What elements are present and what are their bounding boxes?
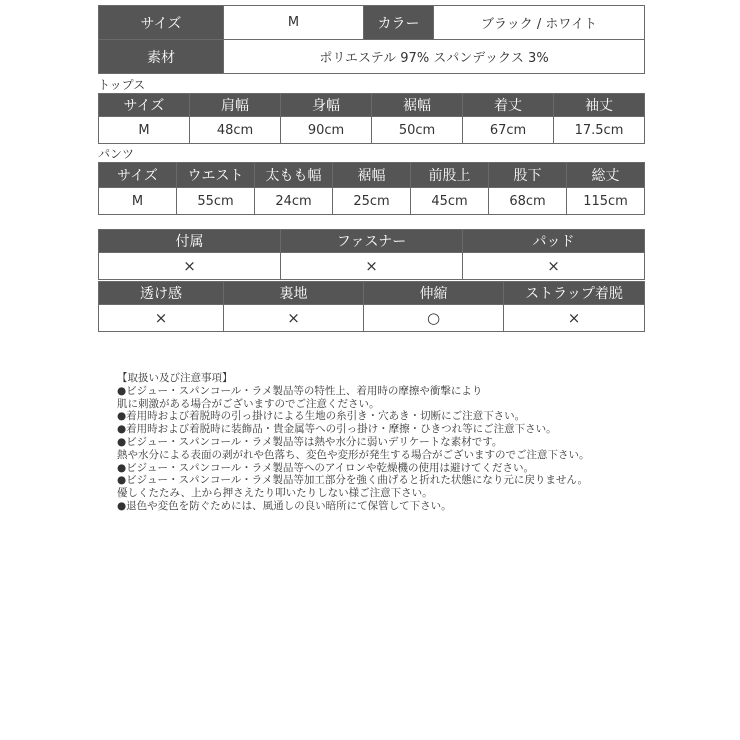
tops-value: 48cm (190, 117, 281, 144)
color-value: ブラック / ホワイト (434, 6, 645, 40)
feature-mark: × (99, 305, 224, 332)
feature-mark: ○ (364, 305, 504, 332)
feature-header: 伸縮 (364, 282, 504, 305)
feature-header: ストラップ着脱 (504, 282, 645, 305)
pants-header: 総丈 (567, 163, 645, 188)
tops-header: 着丈 (463, 94, 554, 117)
note-line: ●退色や変色を防ぐためには、風通しの良い暗所にて保管して下さい。 (117, 499, 452, 512)
pants-header: 前股上 (411, 163, 489, 188)
tops-value: 50cm (372, 117, 463, 144)
notes-heading: 【取扱い及び注意事項】 (117, 372, 233, 384)
pants-size-table (98, 162, 645, 215)
tops-header: 裾幅 (372, 94, 463, 117)
note-line: ●ビジュー・スパンコール・ラメ製品等の特性上、着用時の摩擦や衝撃により (117, 384, 483, 397)
size-label: サイズ (99, 6, 224, 40)
care-notes (117, 372, 637, 513)
pants-header: 裾幅 (333, 163, 411, 188)
info-table (98, 5, 645, 74)
features-table-properties (98, 281, 645, 332)
pants-section-title: パンツ (98, 147, 135, 161)
tops-header: 身幅 (281, 94, 372, 117)
tops-header: サイズ (99, 94, 190, 117)
tops-header: 袖丈 (554, 94, 645, 117)
tops-value: 90cm (281, 117, 372, 144)
pants-header: 太もも幅 (255, 163, 333, 188)
feature-header: 付属 (99, 230, 281, 253)
features-table-accessories (98, 229, 645, 280)
pants-value: M (99, 188, 177, 215)
pants-value: 45cm (411, 188, 489, 215)
tops-section-title: トップス (98, 78, 146, 92)
color-label: カラー (364, 6, 434, 40)
feature-mark: × (281, 253, 463, 280)
tops-header: 肩幅 (190, 94, 281, 117)
tops-value: M (99, 117, 190, 144)
pants-value: 24cm (255, 188, 333, 215)
tops-value: 17.5cm (554, 117, 645, 144)
note-line: ●ビジュー・スパンコール・ラメ製品等は熱や水分に弱いデリケートな素材です。 (117, 435, 503, 448)
feature-header: 透け感 (99, 282, 224, 305)
material-value: ポリエステル 97% スパンデックス 3% (224, 40, 645, 74)
tops-value: 67cm (463, 117, 554, 144)
pants-value: 68cm (489, 188, 567, 215)
note-line: ●ビジュー・スパンコール・ラメ製品等加工部分を強く曲げると折れた状態になり元に戻りません。 (117, 474, 589, 487)
feature-mark: × (504, 305, 645, 332)
pants-header: サイズ (99, 163, 177, 188)
pants-value: 25cm (333, 188, 411, 215)
pants-header: ウエスト (177, 163, 255, 188)
size-value: M (224, 6, 364, 40)
feature-header: 裏地 (224, 282, 364, 305)
note-line: ●着用時および着脱時に装飾品・貴金属等への引っ掛け・摩擦・ひきつれ等にご注意下さい。 (117, 423, 557, 436)
note-line: 肌に刺激がある場合がございますのでご注意ください。 (117, 397, 380, 410)
note-line: 熱や水分による表面の剥がれや色落ち、変色や変形が発生する場合がございますのでご注意下さい。 (117, 448, 590, 461)
feature-header: パッド (463, 230, 645, 253)
pants-value: 55cm (177, 188, 255, 215)
feature-header: ファスナー (281, 230, 463, 253)
note-line: ●着用時および着脱時の引っ掛けによる生地の糸引き・穴あき・切断にご注意下さい。 (117, 410, 526, 423)
note-line: ●ビジュー・スパンコール・ラメ製品等へのアイロンや乾燥機の使用は避けてください。 (117, 461, 534, 474)
note-line: 優しくたたみ、上から押さえたり叩いたりしない様ご注意下さい。 (117, 487, 433, 500)
tops-size-table (98, 93, 645, 144)
feature-mark: × (99, 253, 281, 280)
pants-value: 115cm (567, 188, 645, 215)
feature-mark: × (463, 253, 645, 280)
material-label: 素材 (99, 40, 224, 74)
pants-header: 股下 (489, 163, 567, 188)
feature-mark: × (224, 305, 364, 332)
